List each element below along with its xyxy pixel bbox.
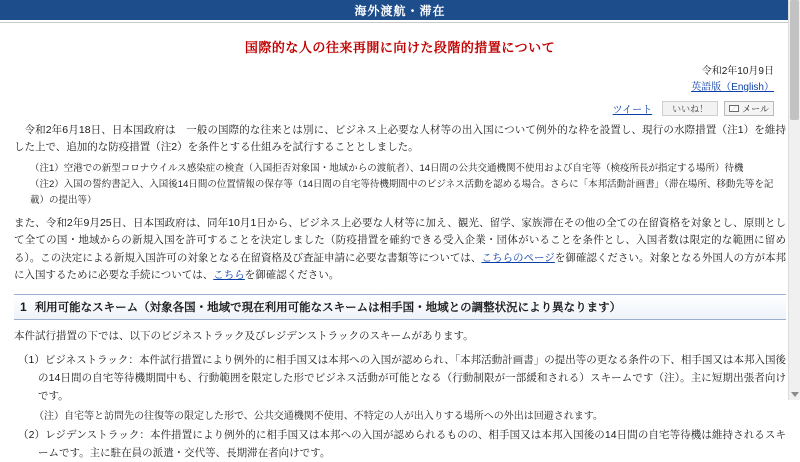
section-1-title: 利用可能なスキーム（対象各国・地域で現在利用可能なスキームは相手国・地域との調整状況により異なります） [34, 302, 622, 315]
site-header [0, 0, 800, 20]
mail-button[interactable] [724, 101, 774, 116]
scroll-down-arrow-icon[interactable] [791, 392, 799, 397]
section-1-heading [14, 294, 786, 320]
header-divider [0, 20, 800, 23]
page-title: 海外渡航・滞在 [354, 3, 446, 18]
document-content [0, 37, 800, 462]
share-toolbar [12, 101, 774, 116]
intro-paragraph-2-end: を御確認ください。 [244, 268, 340, 281]
list-item: （1）ビジネストラック：本件試行措置により例外的に相手国又は本邦への入国が認められ、「本邦活動計画書」の提出等の更なる条件の下、相手国又は本邦入国後の14日間の自宅等待機期間中も、行動範囲を限定した形でビジネス活動が可能となる（行動制限が一部緩和される）スキームです（注）。主に短期出張者向けです。 [18, 354, 786, 402]
vertical-scrollbar[interactable] [788, 0, 800, 400]
english-version-link[interactable]: 英語版（English） [691, 82, 774, 93]
document-date: 令和2年10月9日 [701, 66, 774, 77]
intro-paragraph-2 [14, 215, 786, 284]
section-1-lead: 本件試行措置の下では、以下のビジネストラック及びレジデンストラックのスキームがあります。 [14, 330, 474, 343]
list-item: （2）レジデンストラック：本件措置により例外的に相手国又は本邦への入国が認められるものの、相手国又は本邦入国後の14日間の自宅等待機は維持されるスキームです。主に駐在員の派遣・交代等、長期滞在者向けです。 [18, 428, 786, 459]
envelope-icon [729, 105, 739, 112]
document-title: 国際的な人の往来再開に向けた段階的措置について [244, 40, 556, 55]
facebook-like-button[interactable]: いいね！ [662, 101, 718, 116]
intro-paragraph-2-continued: を御確認ください。対象となる外国人の方が本邦に入国するために必要な手続については、 [14, 251, 787, 281]
section-1-number: 1 [20, 300, 27, 315]
section-1-note: （注）自宅等と訪問先の往復等の限定した形で、公共交通機関不使用、不特定の人が出入りする場所への外出は回避されます。 [34, 410, 603, 422]
intro-notes [30, 161, 786, 209]
intro-note-1: （注1）空港での新型コロナウイルス感染症の検査（入国拒否対象国・地域からの渡航者）、14日間の公共交通機関不使用および自宅等（検疫所長が指定する場所）待機 [30, 162, 744, 174]
intro-paragraph-2-text: また、令和2年9月25日、日本国政府は、同年10月1日から、ビジネス上必要な人材等に加え、観光、留学、家族滞在その他の全ての在留資格を対象とし、原則として全ての国・地域からの新規入国を許可することを決定しました（防疫措置を確約できる受入企業・団体がいることを条件とし、入国者数は限定的な範囲に留める）。この決定による新規入国許可の対象となる在留資格及び査証申請に必要な書類等については、 [14, 217, 786, 264]
guidance-page-link[interactable]: こちらのページ [481, 251, 555, 264]
tweet-link[interactable]: ツイート [612, 105, 653, 116]
mail-button-label: メール [742, 104, 769, 114]
intro-note-2: （注2）入国の誓約書記入、入国後14日間の位置情報の保存等（14日間の自宅等待機期間中のビジネス活動を認める場合。さらに「本邦活動計画書」（滞在場所、移動先等を記載）の提出等） [30, 178, 774, 206]
procedures-link[interactable]: こちら [213, 268, 245, 281]
document-meta [12, 64, 774, 95]
scroll-thumb[interactable] [790, 0, 799, 120]
intro-paragraph-1: 令和2年6月18日、日本国政府は 一般の国際的な往来とは別に、ビジネス上必要な人材等の出入国について例外的な枠を設置し、現行の水際措置（注1）を維持した上で、追加的な防疫措置（注2）を条件とする仕組みを試行することとしました。 [14, 124, 786, 154]
